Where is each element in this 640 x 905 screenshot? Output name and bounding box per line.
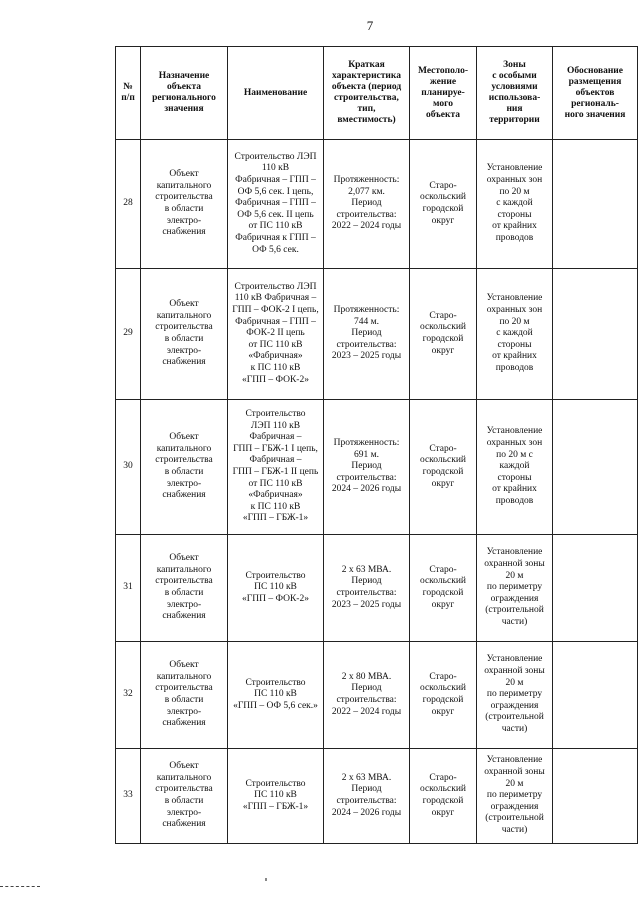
header-characteristics: Краткая характеристика объекта (период строительства, тип, вместимость) <box>324 47 410 140</box>
header-location: Местополо- жение планируе- мого объекта <box>410 47 477 140</box>
row-location: Старо- оскольский городской округ <box>410 535 477 642</box>
row-name: Строительство ПС 110 кВ «ГПП – ОФ 5,6 сек.» <box>228 642 324 749</box>
row-justification <box>553 642 638 749</box>
row-name: Строительство ПС 110 кВ «ГПП – ФОК-2» <box>228 535 324 642</box>
row-justification <box>553 535 638 642</box>
row-zones: Установление охранной зоны 20 м по периметру ограждения (строительной части) <box>477 535 553 642</box>
row-number: 31 <box>116 535 141 642</box>
header-number: № п/п <box>116 47 141 140</box>
row-zones: Установление охранных зон по 20 м с каждой стороны от крайних проводов <box>477 269 553 400</box>
row-characteristics: Протяженность: 744 м. Период строительства: 2023 – 2025 годы <box>324 269 410 400</box>
row-location: Старо- оскольский городской округ <box>410 400 477 535</box>
row-number: 28 <box>116 140 141 269</box>
regional-objects-table <box>115 46 638 844</box>
header-name: Наименование <box>228 47 324 140</box>
row-location: Старо- оскольский городской округ <box>410 140 477 269</box>
page-number: 7 <box>366 18 374 33</box>
row-purpose: Объект капитального строительства в области электро- снабжения <box>141 749 228 844</box>
row-location: Старо- оскольский городской округ <box>410 269 477 400</box>
row-number: 30 <box>116 400 141 535</box>
table-row <box>116 535 638 642</box>
table-row <box>116 400 638 535</box>
scan-artifact-dot <box>265 878 267 881</box>
scan-artifact-line <box>0 886 40 888</box>
table-row <box>116 749 638 844</box>
row-zones: Установление охранных зон по 20 м с каждой стороны от крайних проводов <box>477 400 553 535</box>
row-purpose: Объект капитального строительства в области электро- снабжения <box>141 535 228 642</box>
row-characteristics: Протяженность: 2,077 км. Период строительства: 2022 – 2024 годы <box>324 140 410 269</box>
row-purpose: Объект капитального строительства в области электро- снабжения <box>141 400 228 535</box>
header-zones: Зоны с особыми условиями использова- ния территории <box>477 47 553 140</box>
table-row <box>116 269 638 400</box>
row-justification <box>553 269 638 400</box>
row-number: 29 <box>116 269 141 400</box>
row-purpose: Объект капитального строительства в области электро- снабжения <box>141 642 228 749</box>
row-characteristics: Протяженность: 691 м. Период строительства: 2024 – 2026 годы <box>324 400 410 535</box>
row-characteristics: 2 х 80 МВА. Период строительства: 2022 – 2024 годы <box>324 642 410 749</box>
row-characteristics: 2 х 63 МВА. Период строительства: 2024 – 2026 годы <box>324 749 410 844</box>
table-row <box>116 642 638 749</box>
row-number: 33 <box>116 749 141 844</box>
table-header-row <box>116 47 638 140</box>
row-purpose: Объект капитального строительства в области электро- снабжения <box>141 269 228 400</box>
row-characteristics: 2 х 63 МВА. Период строительства: 2023 – 2025 годы <box>324 535 410 642</box>
row-zones: Установление охранной зоны 20 м по периметру ограждения (строительной части) <box>477 642 553 749</box>
row-justification <box>553 749 638 844</box>
row-purpose: Объект капитального строительства в области электро- снабжения <box>141 140 228 269</box>
header-justification: Обоснование размещения объектов региональ- ного значения <box>553 47 638 140</box>
row-zones: Установление охранной зоны 20 м по периметру ограждения (строительной части) <box>477 749 553 844</box>
row-justification <box>553 400 638 535</box>
header-purpose: Назначение объекта регионального значения <box>141 47 228 140</box>
row-justification <box>553 140 638 269</box>
table-row <box>116 140 638 269</box>
row-location: Старо- оскольский городской округ <box>410 642 477 749</box>
row-name: Строительство ЛЭП 110 кВ Фабричная – ГПП – ОФ 5,6 сек. I цепь, Фабричная – ГПП – ОФ 5,6 сек. II цепь от ПС 110 кВ Фабричная к ГПП – ОФ 5,6 сек. <box>228 140 324 269</box>
row-zones: Установление охранных зон по 20 м с каждой стороны от крайних проводов <box>477 140 553 269</box>
row-location: Старо- оскольский городской округ <box>410 749 477 844</box>
row-name: Строительство ПС 110 кВ «ГПП – ГБЖ-1» <box>228 749 324 844</box>
row-name: Строительство ЛЭП 110 кВ Фабричная – ГПП – ГБЖ-1 I цепь, Фабричная – ГПП – ГБЖ-1 II цепь от ПС 110 кВ «Фабричная» к ПС 110 кВ «ГПП – ГБЖ-1» <box>228 400 324 535</box>
row-name: Строительство ЛЭП 110 кВ Фабричная – ГПП – ФОК-2 I цепь, Фабричная – ГПП – ФОК-2 II цепь от ПС 110 кВ «Фабричная» к ПС 110 кВ «ГПП – ФОК-2» <box>228 269 324 400</box>
row-number: 32 <box>116 642 141 749</box>
